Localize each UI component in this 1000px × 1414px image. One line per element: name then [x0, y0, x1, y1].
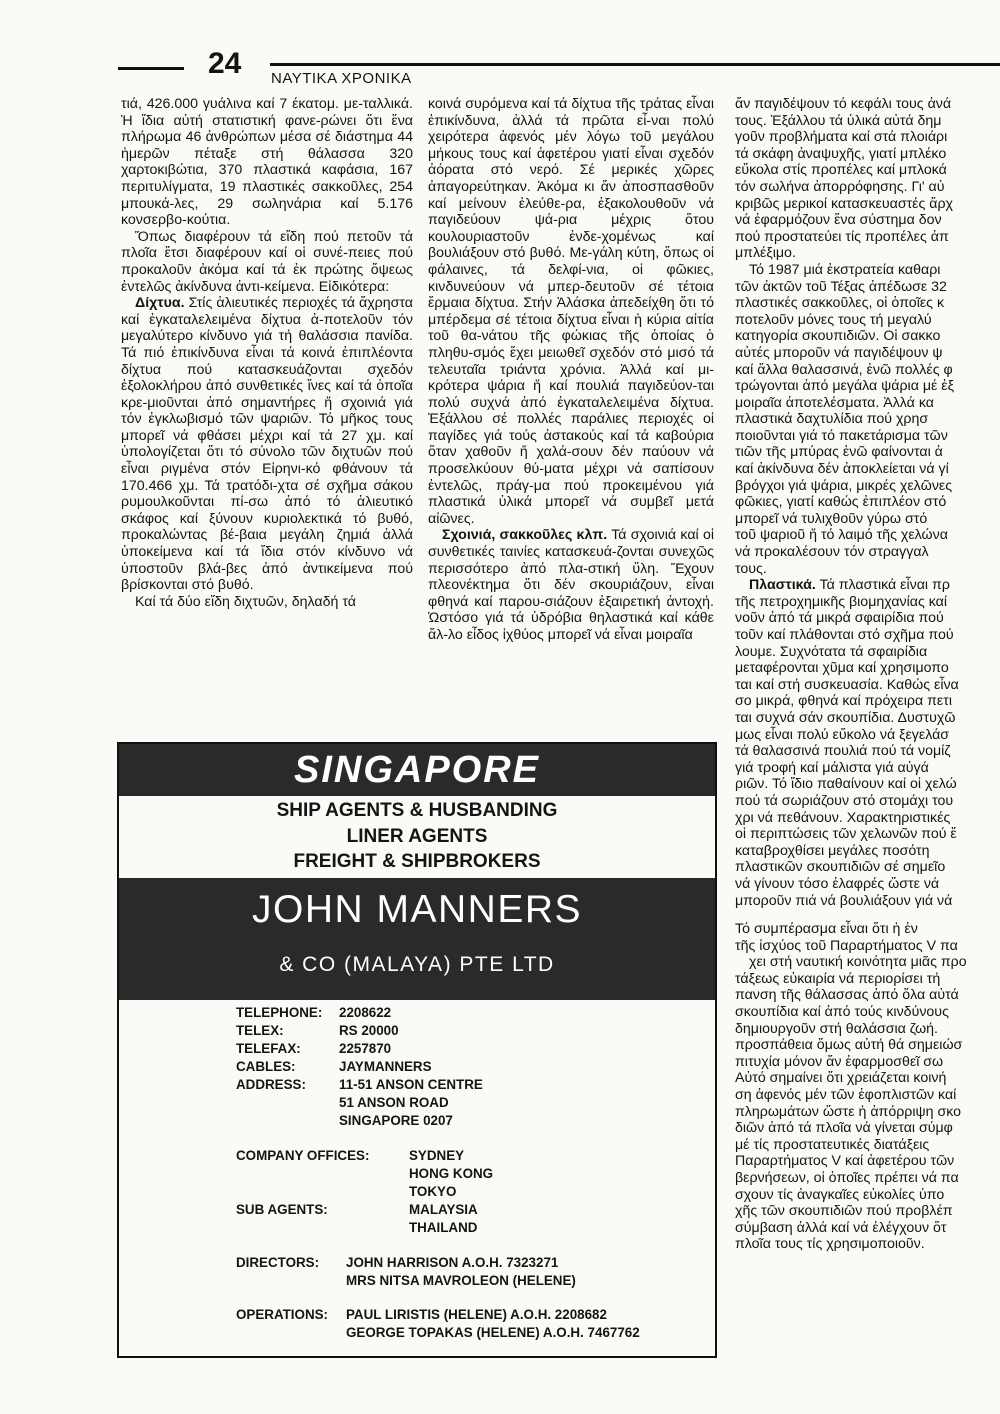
paragraph: Καί τά δύο εἴδη διχτυῶν, δηλαδή τά	[135, 593, 356, 610]
column-line: προσπάθεια ὅμως αὐτή θά σημειώσ	[735, 1037, 963, 1054]
column-line: τοῦ ψαριοῦ ἤ τό λαιμό τῆς χελώνα	[735, 527, 948, 544]
telephone-label: TELEPHONE:	[236, 1005, 323, 1020]
advertisement	[117, 742, 717, 1358]
column-line: χει στή ναυτική κοινότητα μιᾶς προ	[749, 954, 967, 971]
column-line: ἄν παγιδέψουν τό κεφάλι τους ἀνά	[735, 96, 952, 112]
subheading-ropes: Σχοινιά, σακκοῦλες κλπ.	[442, 527, 608, 544]
column-line: Αὐτό σημαίνει ὅτι χρειάζεται κοινή	[735, 1070, 947, 1087]
header-rule-right	[270, 63, 1000, 66]
article-column-3	[735, 96, 1000, 1253]
column-line: πιτυχία μόνον ἄν ἐφαρμοσθεῖ σω	[735, 1053, 944, 1070]
article-column-1	[121, 96, 413, 610]
column-line: αὐτές μποροῦν νά παγιδέψουν ψ	[735, 344, 943, 361]
column-line: ται συχνά σάν σκουπίδια. Δυστυχῶ	[735, 709, 956, 726]
paragraph	[428, 527, 714, 643]
cables-label: CABLES:	[236, 1059, 296, 1074]
ad-services	[119, 798, 715, 875]
service-line: SHIP AGENTS & HUSBANDING	[276, 800, 558, 821]
subheading-plastics: Πλαστικά.	[749, 577, 816, 594]
sub-agents-label: SUB AGENTS:	[236, 1202, 328, 1217]
line-text: Τά πλαστικά εἶναι πρ	[815, 577, 950, 594]
column-line: διῶν ἀπό τά πλοῖα νά γίνεται σύμφ	[735, 1120, 953, 1137]
operations-contact: GEORGE TOPAKAS (HELENE) A.O.H. 7467762	[346, 1325, 640, 1340]
office-city: TOKYO	[409, 1184, 457, 1199]
operations-label: OPERATIONS:	[236, 1307, 329, 1322]
column-line: τάξεως εὐκαιρία νά περιορίσει τή	[735, 970, 941, 987]
sub-agent: THAILAND	[409, 1220, 478, 1235]
paragraph-body: Στίς ἁλιευτικές περιοχές τά ἄχρηστα καί ἐγκαταλελειμένα δίχτυα ἀ-ποτελοῦν τόν μεγαλύτερο κίνδυνο γιά τή θαλάσσια πανίδα. Τά πιό ἐπικίνδυνα εἶναι τά κοινά ἐπιπλέοντα δίχτυα πού κατασκευάζονται σχεδόν ἐξολοκλήρου ἀπό συνθετικές ἴνες καί τά ὁποῖα κρε-μιοῦνται ἀπό σημαντήρες ἤ σχοινιά γιά τόν ἐγκλωβισμό τῶν ψαριῶν. Τό μῆκος τους μπορεῖ νά φθάσει μέχρι καί τά 27 χμ. καί ὑπολογίζεται ὅτι τό σύνολο τῶν διχτυῶν πού εἶναι ριγμένα στόν Εἰρηνι-κό φθάνουν τά 170.466 χμ. Τά τρατόδι-χτα σέ σχῆμα σάκου ρυμουλκοῦνται πί-σω ἀπό τό ἁλιευτικό σκάφος καί ξύνουν κυριολεκτικά τό βυθό, προκαλώντας βέ-βαια μεγάλη ζημιά ἀλλά ὑποκείμενα καί τά ἴδια στόν κίνδυνο νά ὑποστοῦν βλά-βες ἀπό ἀντικείμενα πού βρίσκονται στό βυθό.	[121, 295, 413, 594]
service-line: LINER AGENTS	[346, 825, 488, 847]
column-line: μοιραῖα ἀποτελέσματα. Ἀλλά κα	[735, 394, 934, 411]
column-line: νά προκαλέσουν τόν στραγγαλ	[735, 544, 929, 561]
director: JOHN HARRISON A.O.H. 7323271	[346, 1255, 559, 1270]
director: MRS NITSA MAVROLEON (HELENE)	[346, 1273, 576, 1288]
column-line: νοῦν ἀπό τά μικρά σφαιρίδια πού	[735, 610, 944, 627]
page-number: 24	[208, 47, 242, 80]
column-line: μέ τίς προστατευτικές διατάξεις	[735, 1136, 930, 1153]
column-line	[735, 577, 1000, 594]
address-line: 11-51 ANSON CENTRE	[339, 1077, 483, 1092]
column-line: κριβῶς μερικοί κατασκευαστές ἄρχ	[735, 195, 954, 212]
column-line: μως εἶναι πολύ εὔκολο νά ξεγελάσ	[735, 726, 950, 743]
column-line: σο μικρά, φθηνά καί πρόχειρα πετι	[735, 693, 952, 710]
column-line: τους. Ἐξάλλου τά ὑλικά αὐτά δημ	[735, 112, 942, 129]
column-line: Παραρτήματος V καί ἀφετέρου τῶν	[735, 1153, 955, 1170]
column-line: χρι νά πεθάνουν. Χαρακτηριστικές	[735, 809, 951, 826]
column-line: βρόγχοι γιά ψάρια, μικρές χελῶνες	[735, 477, 953, 494]
column-line	[735, 909, 1000, 921]
column-line: φῶκιες, γιατί καθώς ἐπιπλέον στό	[735, 494, 947, 511]
column-line: τά θαλασσινά πουλιά πού τά νομίζ	[735, 743, 951, 760]
publication-title: ΝΑΥΤΙΚΑ ΧΡΟΝΙΚΑ	[271, 70, 412, 87]
column-line: εὔκολα στίς προπέλες καί μπλοκά	[735, 162, 947, 179]
paragraph: τιά, 426.000 γυάλινα καί 7 έκατομ. με-ταλλικά. Ἡ ἴδια αὐτή στατιστική φανε-ρώνει ὅτι ἕνα πλήρωμα 46 ἀνθρώπων μέσα σέ διάστημα 44 ἡμερῶν πέταξε στή θάλασσα 320 χαρτοκιβώτια, 370 πλαστικά καφάσια, 167 περιτυλίγματα, 19 πλαστικές σακκοῦλες, 254 μπουκά-λες, 29 σωληνάρια καί 5.176 κονσερβο-κούτια.	[121, 96, 413, 229]
column-line: ριῶν. Τό ἴδιο παθαίνουν καί οἱ χελώ	[735, 776, 957, 793]
company-subtitle: & CO (MALAYA) PTE LTD	[279, 953, 555, 976]
column-line: τοῦν καί πλάθονται στό σχῆμα πού	[735, 627, 954, 643]
column-line: Τό 1987 μιά ἐκστρατεία καθαρι	[749, 261, 941, 278]
column-line: δημιουργοῦν στή θαλάσσια ζωή.	[735, 1020, 939, 1037]
directors-label: DIRECTORS:	[236, 1255, 320, 1270]
ad-company-band	[119, 878, 715, 1000]
column-line: μποροῦν πιά νά βουλιάξουν γιά νά	[735, 892, 953, 909]
column-line: σκουπίδια καί ἀπό τούς κινδύνους	[735, 1004, 949, 1021]
column-line: ται καί στή συσκευασία. Καθώς εἶνα	[735, 676, 959, 693]
operations-contact: PAUL LIRISTIS (HELENE) A.O.H. 2208682	[346, 1307, 607, 1322]
column-line: χῆς τῶν σκουπιδιῶν πού προβλέπ	[735, 1203, 953, 1220]
column-line: μεταφέρονται χῦμα καί χρησιμοπο	[735, 660, 949, 677]
address-label: ADDRESS:	[236, 1077, 306, 1092]
column-line: τιῶν τῆς μπύρας ἐνῶ φαίνονται ἀ	[735, 444, 943, 461]
column-line: σχουν τίς ἀναγκαῖες εὐκολίες ὑπο	[735, 1186, 945, 1203]
office-city: HONG KONG	[409, 1166, 494, 1181]
offices-label: COMPANY OFFICES:	[236, 1148, 370, 1163]
telephone-value: 2208622	[339, 1005, 392, 1020]
column-line: πού προστατεύει τίς προπέλες ἀπ	[735, 228, 949, 245]
column-line: ποιοῦνται γιά τό πακετάρισμα τῶν	[735, 427, 948, 444]
column-line: τόν σωλήνα ἀπορρόφησης. Γι' αὐ	[735, 178, 945, 195]
telex-label: TELEX:	[236, 1023, 284, 1038]
column-line: πλοῖα τους τίς χρησιμοποιοῦν.	[735, 1236, 925, 1253]
column-line: τά σκάφη ἀναψυχῆς, γιατί μπλέκο	[735, 145, 947, 162]
column-line: νά γίνουν τόσο ἐλαφρές ὥστε νά	[735, 875, 940, 892]
column-line: νά ἐφαρμόζουν ἕνα σύστημα δον	[735, 212, 942, 229]
paragraph-body: Τά σχοινιά καί οἱ συνθετικές ταινίες κατασκευά-ζονται συνεχῶς περισσότερο ἀπό πλα-στική ὕλη. Ἔχουν πλεονέκτημα ὅτι δέν σκουριάζουν, εἶναι φθηνά καί παρου-σιάζουν ἐξαιρετική ἀντοχή. Ὡστόσο γιά τά ὑδρόβια θηλαστικά καί κάθε ἄλ-λο εἶδος ἰχθύος μπορεῖ νά εἶναι μοιραῖα	[428, 527, 715, 643]
column-line: καταβροχθίσει μεγάλες ποσότη	[735, 842, 930, 859]
column-line: πανση τῆς θάλασσας ἀπό ὅλα αὐτά	[735, 987, 959, 1004]
column-line: γοῦν προβλήματα καί στά πλοιάρι	[735, 129, 948, 146]
telefax-value: 2257870	[339, 1041, 392, 1056]
column-line: ποτελοῦν μόνες τους τή μεγαλύ	[735, 311, 932, 328]
column-line: πλαστικῶν σκουπιδιῶν σέ σημεῖο	[735, 859, 946, 876]
column-line: Τό συμπέρασμα εἶναι ὅτι ἡ ἐν	[735, 921, 918, 938]
office-city: SYDNEY	[409, 1148, 465, 1163]
column-line: μπλέξιμο.	[735, 245, 796, 262]
column-line: τρώγονται ἀπό μεγάλα ψάρια μέ ἐξ	[735, 378, 954, 395]
column-line: τῆς ἰσχύος τοῦ Παραρτήματος V πα	[735, 937, 958, 954]
address-line: 51 ANSON ROAD	[339, 1095, 449, 1110]
column-line: πληρωμάτων ὥστε ἡ ἀπόρριψη σκο	[735, 1103, 962, 1120]
column-line: γιά τροφή καί μάλιστα γιά αὐγά	[735, 759, 929, 776]
column-line: κατηγορία σκουπιδιῶν. Οἱ σακκο	[735, 328, 941, 345]
column-line: μπορεῖ νά τυλιχθοῦν γύρω στό	[735, 510, 928, 527]
column-line: πλαστικά δαχτυλίδια πού χρησ	[735, 411, 929, 428]
service-line: FREIGHT & SHIPBROKERS	[293, 851, 541, 872]
paragraph	[121, 295, 413, 594]
column-line: λουμε. Συχνότατα τά σφαιρίδια	[735, 643, 928, 660]
column-line: καί ἀκίνδυνα δέν ἀποκλείεται νά γί	[735, 461, 949, 478]
column-line: βερνήσεων, οἱ ὁποῖες πρέπει νά πα	[735, 1170, 959, 1186]
company-name: JOHN MANNERS	[251, 888, 583, 931]
column-line: τῆς πετροχημικῆς βιομηχανίας καί	[735, 593, 948, 610]
column-line: τῶν ἀκτῶν τοῦ Τέξας ἀπέδωσε 32	[735, 278, 947, 295]
paragraph: κοινά συρόμενα καί τά δίχτυα τῆς τράτας εἶναι ἐπικίνδυνα, ἀλλά τά πρῶτα εἶ-ναι πολύ χειρότερα ἀφενός μέν λόγω τοῦ μεγάλου μήκους τους καί ἀφετέρου γιατί εἶναι σχεδόν ἀόρατα στό νερό. Σέ μερικές χῶρες ἀπαγορεύτηκαν. Ἀκόμα κι ἄν ἀποσπασθοῦν καί μείνουν ἐλεύθε-ρα, ἐξακολουθοῦν νά παγιδεύουν ψά-ρια μέχρις ὅτου κουλουριαστοῦν ἐνδε-χομένως καί βουλιάξουν στό βυθό. Με-γάλη κύτη, ὅπως οἱ φάλαινες, τά δελφί-νια, οἱ φῶκιες, κινδυνεύουν νά μπερ-δευτοῦν σέ τέτοια ἔρμαια δίχτυα. Στήν Ἀλάσκα ἀπεδείχθη ὅτι τό μπέρδεμα σέ τέτοια δίχτυα εἶναι ἡ κύρια αἰτία τοῦ θα-νάτου τῆς φώκιας τῆς ὁποίας ὁ πληθυ-σμός ἔχει μειωθεῖ σχεδόν στό μισό τά τελευταῖα τριάντα χρόνια. Ἀλλά καί μι-κρότερα ψάρια ἤ καί πουλιά παγιδεύον-ται πολύ συχνά ἀπό ἐγκαταλελειμένα δίχτυα. Ἐξάλλου σέ πολλές παράλιες περιοχές οἱ παγίδες γιά τούς ἀστακούς καί τά καβούρια ὅταν χαθοῦν ἤ χαλά-σουν δέν παύουν νά προσελκύουν θύ-ματα μέχρι νά σαπίσουν ἐντελῶς, πράγ-μα πού προκειμένου γιά πλαστικά ὑλικά μπορεῖ νά συμβεῖ μετά αἰῶνες.	[428, 96, 714, 527]
telex-value: RS 20000	[339, 1023, 399, 1038]
article-column-2	[428, 96, 714, 644]
telefax-label: TELEFAX:	[236, 1041, 301, 1056]
address-line: SINGAPORE 0207	[339, 1113, 453, 1128]
ad-banner: SINGAPORE	[119, 744, 715, 796]
paragraph: Ὅπως διαφέρουν τά εἴδη πού πετοῦν τά πλοῖα ἔτσι διαφέρουν καί οἱ συνέ-πειες πού προκαλοῦν ἀκόμα καί τά ἐκ πρώτης ὄψεως ἐντελῶς ἀκίνδυνα ἀντι-κείμενα. Εἰδικότερα:	[121, 228, 413, 295]
column-line: ση ἀφενός μέν τῶν ἐφοπλιστῶν καί	[735, 1087, 957, 1104]
cables-value: JAYMANNERS	[339, 1059, 432, 1074]
column-line: οἱ περιπτώσεις τῶν χελωνῶν πού ἔ	[735, 826, 957, 843]
column-line: τους.	[735, 560, 767, 577]
subheading-nets: Δίχτυα.	[135, 295, 185, 312]
column-line: πού τά σωριάζουν στό στομάχι του	[735, 792, 954, 809]
header-rule-left	[118, 67, 184, 70]
column-line: πλαστικές σακκοῦλες, οἱ ὁποῖες κ	[735, 295, 945, 312]
column-line: σύμβαση ἀλλά καί νά ἐλέγχουν ὅτ	[735, 1219, 947, 1236]
column-line: καί ἄλλα θαλασσινά, ἐνῶ πολλές φ	[735, 361, 953, 378]
sub-agent: MALAYSIA	[409, 1202, 478, 1217]
